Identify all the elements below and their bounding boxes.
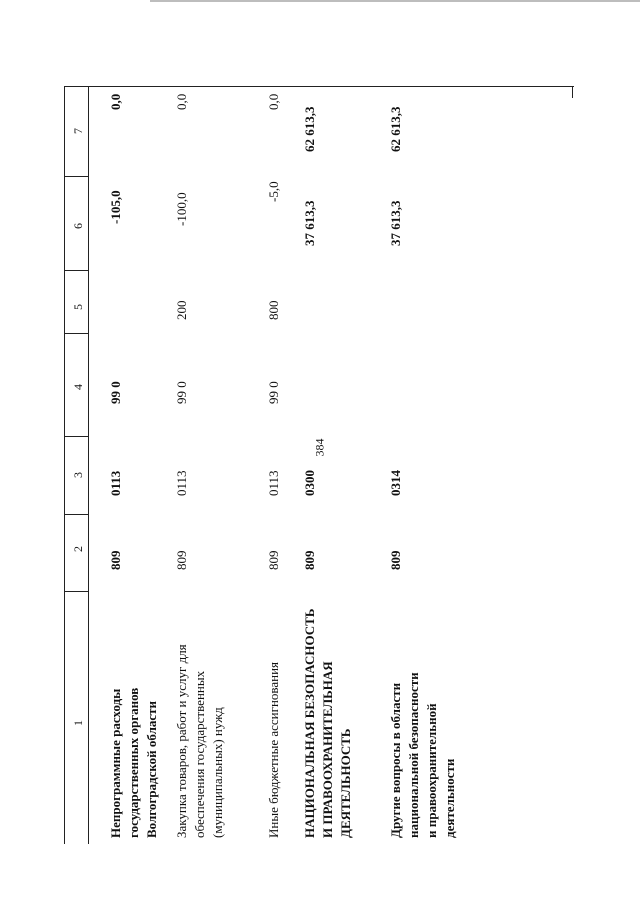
row4-name-3: ДЕЯТЕЛЬНОСТЬ	[338, 728, 353, 838]
row2-name-1: Закупка товаров, работ и услуг для	[174, 644, 189, 838]
header-col-1: 1	[71, 720, 85, 726]
row5-c7: 62 613,3	[388, 106, 403, 152]
grid-sep-5	[64, 270, 88, 271]
row5-name-3: и правоохранительной	[424, 703, 439, 838]
row3-name-1: Иные бюджетные ассигнования	[266, 661, 281, 838]
row4-c3: 0300	[302, 470, 317, 496]
row4-name-2: И ПРАВООХРАНИТЕЛЬНАЯ	[320, 661, 335, 838]
row2-c7: 0,0	[174, 93, 189, 110]
row5-c3: 0314	[388, 470, 403, 496]
header-col-2: 2	[71, 546, 85, 552]
row5-c2: 809	[388, 550, 403, 570]
grid-sep-4	[64, 333, 88, 334]
row1-c2: 809	[108, 550, 123, 570]
grid-sep-3	[64, 436, 88, 437]
row1-c3: 0113	[108, 470, 123, 496]
row3-c6: -5,0	[266, 181, 281, 202]
row1-c6: -105,0	[108, 190, 123, 224]
row2-c5: 200	[174, 300, 189, 320]
top-rule	[150, 0, 640, 2]
row3-c5: 800	[266, 300, 281, 320]
row1-name-1: Непрограммные расходы	[108, 688, 123, 838]
row4-c6: 37 613,3	[302, 200, 317, 246]
grid-header-top	[64, 86, 574, 87]
grid-line-header	[88, 86, 89, 844]
row4-c2: 809	[302, 550, 317, 570]
row4-name-1: НАЦИОНАЛЬНАЯ БЕЗОПАСНОСТЬ	[302, 608, 317, 838]
page-number: 384	[312, 438, 327, 457]
row3-c2: 809	[266, 550, 281, 570]
row2-c4: 99 0	[174, 381, 189, 404]
grid-line-left	[64, 86, 65, 844]
grid-sep-2	[64, 514, 88, 515]
header-col-3: 3	[71, 472, 85, 478]
row2-name-2: обеспечения государственных	[192, 670, 207, 838]
row3-c7: 0,0	[266, 93, 281, 110]
row4-c7: 62 613,3	[302, 106, 317, 152]
row1-name-3: Волгоградской области	[144, 700, 159, 838]
row2-c3: 0113	[174, 470, 189, 496]
budget-table	[64, 86, 574, 846]
row2-name-3: (муниципальных) нужд	[210, 707, 225, 838]
header-col-4: 4	[71, 384, 85, 390]
grid-sep-6	[64, 176, 88, 177]
row5-name-4: деятельности	[442, 758, 457, 838]
row2-c2: 809	[174, 550, 189, 570]
row1-c4: 99 0	[108, 381, 123, 404]
row5-name-1: Другие вопросы в области	[388, 682, 403, 838]
row3-c3: 0113	[266, 470, 281, 496]
row2-c6: -100,0	[174, 192, 189, 226]
row1-c7: 0,0	[108, 93, 123, 110]
row1-name-2: государственных органов	[126, 687, 141, 838]
row3-c4: 99 0	[266, 381, 281, 404]
grid-line-right	[572, 86, 573, 98]
header-col-7: 7	[71, 128, 85, 134]
header-col-5: 5	[71, 304, 85, 310]
grid-sep-1	[64, 591, 88, 592]
row5-name-2: национальной безопасности	[406, 672, 421, 838]
header-col-6: 6	[71, 223, 85, 229]
row5-c6: 37 613,3	[388, 200, 403, 246]
